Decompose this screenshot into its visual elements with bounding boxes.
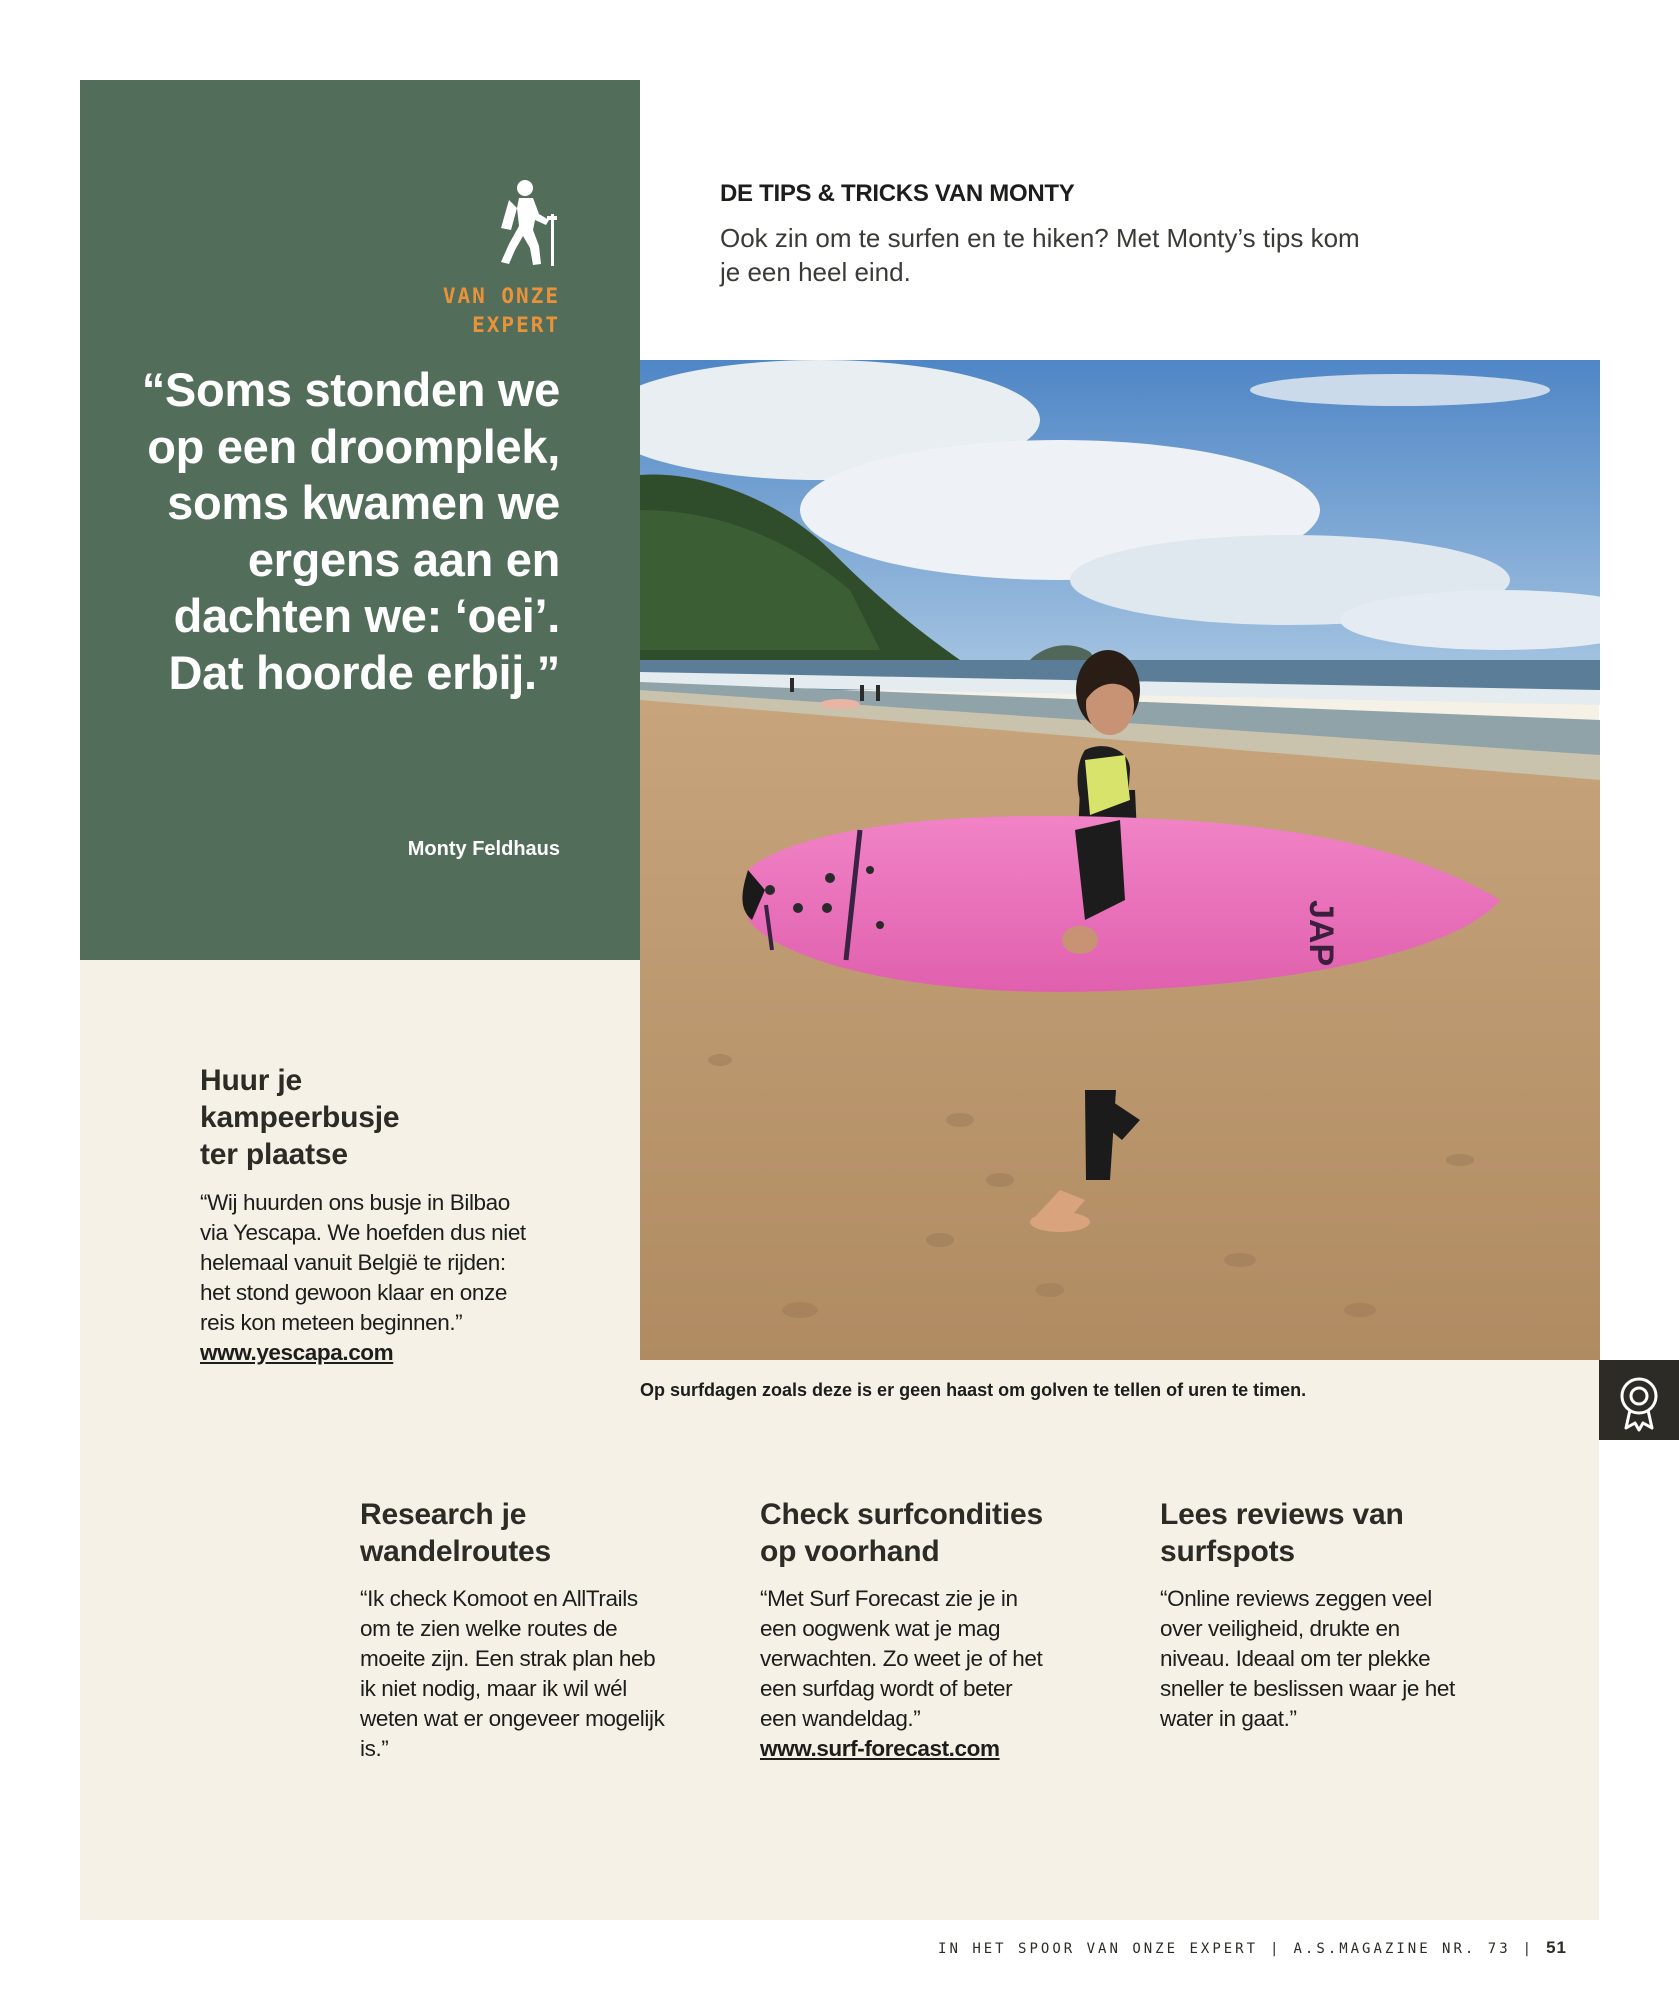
- header-area: [640, 80, 1600, 360]
- tips-heading: DE TIPS & TRICKS VAN MONTY: [720, 180, 1075, 207]
- hiker-icon: [495, 178, 561, 268]
- tip-body-hiking-routes: “Ik check Komoot en AllTrails om te zien welke routes de moeite zijn. Een strak plan heb ik niet nodig, maar ik wil wél weten wat er ongeveer mogelijk is.”: [360, 1586, 665, 1761]
- tip-title-campervan: Huur je kampeerbusje ter plaatse: [200, 1064, 400, 1171]
- tips-intro: Ook zin om te surfen en te hiken? Met Monty’s tips kom je een heel eind.: [720, 223, 1360, 287]
- tip-body-surf-conditions: [760, 1584, 1050, 1764]
- yescapa-link[interactable]: www.yescapa.com: [200, 1340, 394, 1365]
- tip-title-surf-conditions: Check surfcondities op voorhand: [760, 1498, 1043, 1568]
- surf-forecast-link[interactable]: www.surf-forecast.com: [760, 1736, 1000, 1761]
- page-number: 51: [1546, 1938, 1567, 1957]
- footer-section: IN HET SPOOR VAN ONZE EXPERT: [938, 1941, 1259, 1957]
- tip-title-surfspot-reviews: Lees reviews van surfspots: [1160, 1498, 1404, 1568]
- award-badge-icon: [1599, 1360, 1679, 1440]
- pull-quote: “Soms stonden we op een droomplek, soms kwamen we ergens aan en dachten we: ‘oei’. Dat hoorde erbij.”: [141, 363, 560, 699]
- award-badge: [1599, 1360, 1679, 1440]
- tip-body-campervan-text: “Wij huurden ons busje in Bilbao via Yescapa. We hoefden dus niet helemaal vanuit België te rijden: het stond gewoon klaar en onze reis kon meteen beginnen.”: [200, 1190, 526, 1335]
- surfer-photo: [640, 360, 1600, 1360]
- page-footer: IN HET SPOOR VAN ONZE EXPERT | A.S.MAGAZINE NR. 73 | 51: [938, 1938, 1567, 1957]
- photo-caption: Op surfdagen zoals deze is er geen haast om golven te tellen of uren te timen.: [640, 1380, 1307, 1400]
- board-logo-text: JAP: [1302, 900, 1340, 967]
- footer-magazine: A.S.MAGAZINE NR. 73: [1293, 1941, 1511, 1957]
- tip-title-hiking-routes: Research je wandelroutes: [360, 1498, 551, 1568]
- tip-body-campervan: [200, 1188, 540, 1368]
- expert-label: [320, 282, 560, 340]
- tip-body-surfspot-reviews: “Online reviews zeggen veel over veiligheid, drukte en niveau. Ideaal om ter plekke sneller te beslissen waar je het water in gaat.”: [1160, 1586, 1455, 1731]
- expert-label-line1: VAN ONZE: [442, 284, 560, 308]
- tip-body-surf-conditions-text: “Met Surf Forecast zie je in een oogwenk wat je mag verwachten. Zo weet je of het een surfdag wordt of beter een wandeldag.”: [760, 1586, 1043, 1731]
- expert-label-line2: EXPERT: [472, 313, 560, 337]
- quote-author: Monty Feldhaus: [407, 838, 560, 860]
